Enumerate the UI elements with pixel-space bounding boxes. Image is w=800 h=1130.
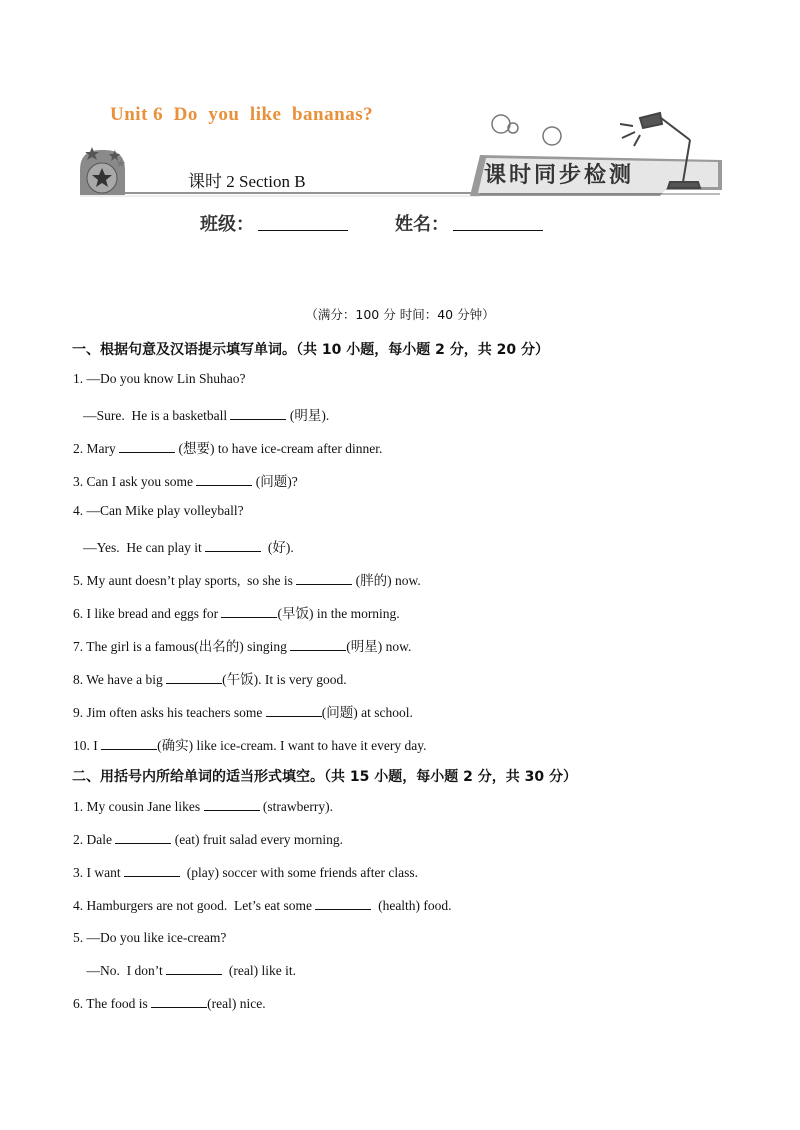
answer-blank[interactable] (204, 798, 260, 811)
question-hint: (问题)? (252, 474, 298, 489)
question-hint: (health) food. (371, 898, 452, 913)
question-line (73, 470, 298, 490)
question-hint: (eat) fruit salad every morning. (171, 832, 344, 847)
question-hint: (明星) now. (346, 639, 412, 654)
answer-blank[interactable] (315, 897, 371, 910)
answer-blank[interactable] (290, 638, 346, 651)
question-line (73, 897, 452, 914)
question-text: 10. I (73, 738, 102, 753)
question-text: 2. Mary (73, 441, 120, 456)
question-hint: (想要) to have ice-cream after dinner. (175, 441, 383, 456)
question-text: 3. I want (73, 865, 124, 880)
answer-blank[interactable] (124, 864, 180, 877)
question-line (73, 701, 413, 721)
question-line (73, 734, 427, 754)
question-hint: (早饭) in the morning. (277, 606, 400, 621)
question-line (73, 831, 343, 848)
name-field[interactable] (453, 230, 543, 231)
question-hint: (real) like it. (222, 963, 296, 978)
question-hint: (strawberry). (259, 799, 333, 814)
question-text: 6. I like bread and eggs for (73, 606, 222, 621)
answer-blank[interactable] (266, 704, 322, 717)
question-text: —No. I don’t (73, 963, 167, 978)
question-line (73, 635, 411, 655)
question-text: 6. The food is (73, 996, 152, 1011)
question-line (73, 404, 329, 424)
question-hint: (明星). (286, 408, 330, 423)
question-hint: (午饭). It is very good. (222, 672, 347, 687)
question-text: 5. —Do you like ice-cream? (73, 930, 227, 945)
unit-title: Unit 6 Do you like bananas? (110, 104, 374, 125)
answer-blank[interactable] (101, 737, 157, 750)
question-text: —Yes. He can play it (73, 540, 206, 555)
question-hint: (胖的) now. (352, 573, 421, 588)
question-text: 2. Dale (73, 832, 116, 847)
class-field[interactable] (258, 230, 348, 231)
class-label: 班级： (200, 214, 254, 235)
question-hint: (确实) like ice-cream. I want to have it every day. (157, 738, 427, 753)
question-text: —Sure. He is a basketball (73, 408, 231, 423)
question-text: 4. —Can Mike play volleyball? (73, 503, 244, 518)
question-line (73, 995, 266, 1012)
question-hint: (问题) at school. (321, 705, 413, 720)
question-line (73, 569, 421, 589)
name-label: 姓名： (395, 214, 449, 235)
question-hint: (好). (261, 540, 294, 555)
question-line (73, 536, 294, 556)
answer-blank[interactable] (196, 473, 252, 486)
question-text: 3. Can I ask you some (73, 474, 197, 489)
question-text: 1. —Do you know Lin Shuhao? (73, 371, 246, 386)
question-line (73, 930, 226, 946)
answer-blank[interactable] (205, 539, 261, 552)
question-line (73, 371, 246, 387)
question-text: 7. The girl is a famous(出名的) singing (73, 639, 291, 654)
answer-blank[interactable] (166, 671, 222, 684)
answer-blank[interactable] (115, 831, 171, 844)
question-line (73, 602, 400, 622)
banner-title: 课时同步检测 (484, 162, 635, 188)
answer-blank[interactable] (221, 605, 277, 618)
question-line (73, 962, 296, 979)
question-text: 1. My cousin Jane likes (73, 799, 204, 814)
answer-blank[interactable] (296, 572, 352, 585)
question-line (73, 798, 333, 815)
question-text: 9. Jim often asks his teachers some (73, 705, 266, 720)
question-line (73, 864, 418, 881)
answer-blank[interactable] (151, 995, 207, 1008)
question-text: 5. My aunt doesn’t play sports, so she is (73, 573, 297, 588)
section-heading: 二、用括号内所给单词的适当形式填空。（共 15 小题，每小题 2 分，共 30 分） (72, 769, 577, 785)
section-heading: 一、根据句意及汉语提示填写单词。（共 10 小题，每小题 2 分，共 20 分） (72, 342, 549, 358)
bubbles-icon (492, 115, 561, 145)
answer-blank[interactable] (119, 440, 175, 453)
question-line (73, 503, 244, 519)
answer-blank[interactable] (166, 962, 222, 975)
question-line (73, 668, 347, 688)
answer-blank[interactable] (230, 407, 286, 420)
question-hint: (play) soccer with some friends after class. (180, 865, 419, 880)
question-text: 4. Hamburgers are not good. Let’s eat some (73, 898, 316, 913)
star-badge-icon (80, 147, 125, 195)
score-time-info: （满分：100 分 时间：40 分钟） (305, 307, 495, 322)
question-text: 8. We have a big (73, 672, 167, 687)
question-hint: (real) nice. (207, 996, 266, 1011)
question-line (73, 437, 382, 457)
lesson-label: 课时 2 Section B (188, 172, 306, 191)
